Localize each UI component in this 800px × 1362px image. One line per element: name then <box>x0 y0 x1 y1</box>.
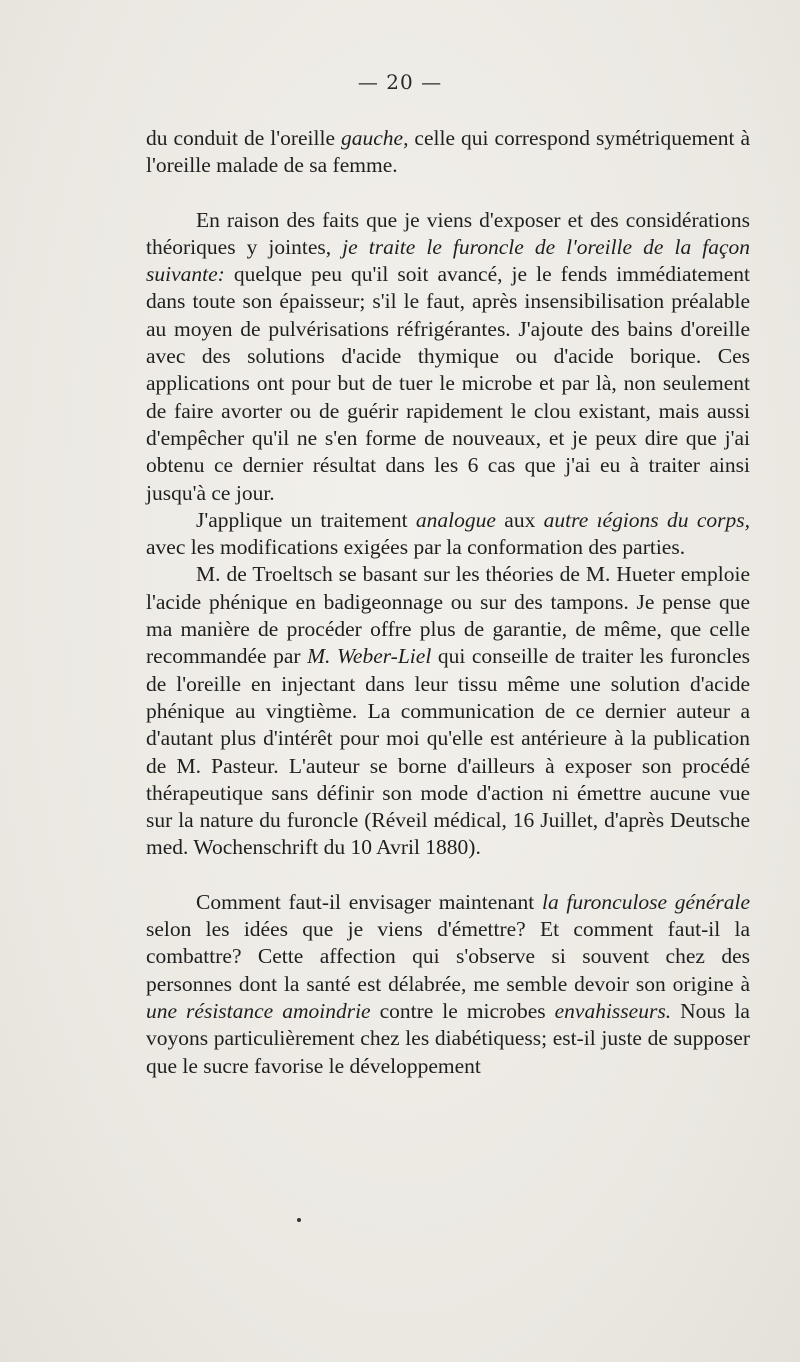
paragraph-3 <box>146 507 750 562</box>
italic-run: la furonculose générale <box>541 889 750 914</box>
text-run: contre le microbes <box>370 998 555 1023</box>
paragraph-gap <box>146 180 750 207</box>
text-run: En raison des faits que je viens d'exposer et des considérations théoriques y jointes, <box>146 207 750 259</box>
text-run: Comment faut-il envisager maintenant <box>196 889 542 914</box>
paragraph-gap <box>146 862 750 889</box>
italic-run: analogue <box>415 507 496 532</box>
italic-run: envahisseurs. <box>554 998 672 1023</box>
text-run: selon les idées que je viens d'émettre? Et comment faut-il la combattre? Cette affection qui s'observe si souvent chez des personnes dont la santé est délabrée, me semble devoir son origine à <box>146 917 750 996</box>
italic-run: je traite le furoncle de l'oreille de la façon suivante: <box>146 234 751 287</box>
italic-run: M. Weber-Liel <box>307 644 432 669</box>
italic-run: autre ıégions du corps, <box>543 507 750 532</box>
page-number: — 20 — <box>357 70 443 94</box>
paragraph-4 <box>146 561 750 861</box>
paragraph-2 <box>146 207 750 507</box>
text-run: avec les modifications exigées par la conformation des parties. <box>146 535 686 560</box>
italic-run: gauche, <box>340 126 409 150</box>
text-run: aux <box>495 507 544 532</box>
text-run: celle qui correspond symétriquement à l'oreille malade de sa femme. <box>146 126 751 178</box>
paragraph-5 <box>146 889 750 1080</box>
body-text <box>146 125 750 1080</box>
text-run: du conduit de l'oreille <box>146 126 341 150</box>
italic-run: une résistance amoindrie <box>146 998 371 1023</box>
text-run: M. de Troeltsch se basant sur les théories de M. Hueter emploie l'acide phénique en badigeonnage ou sur des tampons. Je pense que ma manière de procéder offre plus de garantie, de même, que celle recommandée par <box>146 562 750 669</box>
text-run: Nous la voyons particulièrement chez les diabétiquess; est-il juste de supposer que le sucre favorise le développement <box>146 998 750 1078</box>
text-run: J'applique un traitement <box>196 507 416 532</box>
stray-ink-dot <box>297 1218 301 1222</box>
text-run: qui conseille de traiter les furoncles de l'oreille en injectant dans leur tissu même une solution d'acide phénique au vingtième. La communication de ce dernier auteur a d'autant plus d'intérêt pour moi qu'elle est antérieure à la publication de M. Pasteur. L'auteur se borne d'ailleurs à exposer son procédé thérapeutique sans définir son mode d'action ni émettre aucune vue sur la nature du furoncle (Réveil médical, 16 Juillet, d'après Deutsche med. Wochenschrift du 10 Avril 1880). <box>146 644 750 860</box>
text-run: quelque peu qu'il soit avancé, je le fends immédiatement dans toute son épaisseur; s'il le faut, après insensibilisation préalable au moyen de pulvérisations réfrigérantes. J'ajoute des bains d'oreille avec des solutions d'acide thymique ou d'acide borique. Ces applications ont pour but de tuer le microbe et par là, non seulement de faire avorter ou de guérir rapidement le clou existant, mais aussi d'empêcher qu'il ne s'en forme de nouveaux, et je peux dire que j'ai obtenu ce dernier résultat dans les 6 cas que j'ai eu à traiter ainsi jusqu'à ce jour. <box>146 262 750 505</box>
paragraph-1 <box>146 125 750 180</box>
